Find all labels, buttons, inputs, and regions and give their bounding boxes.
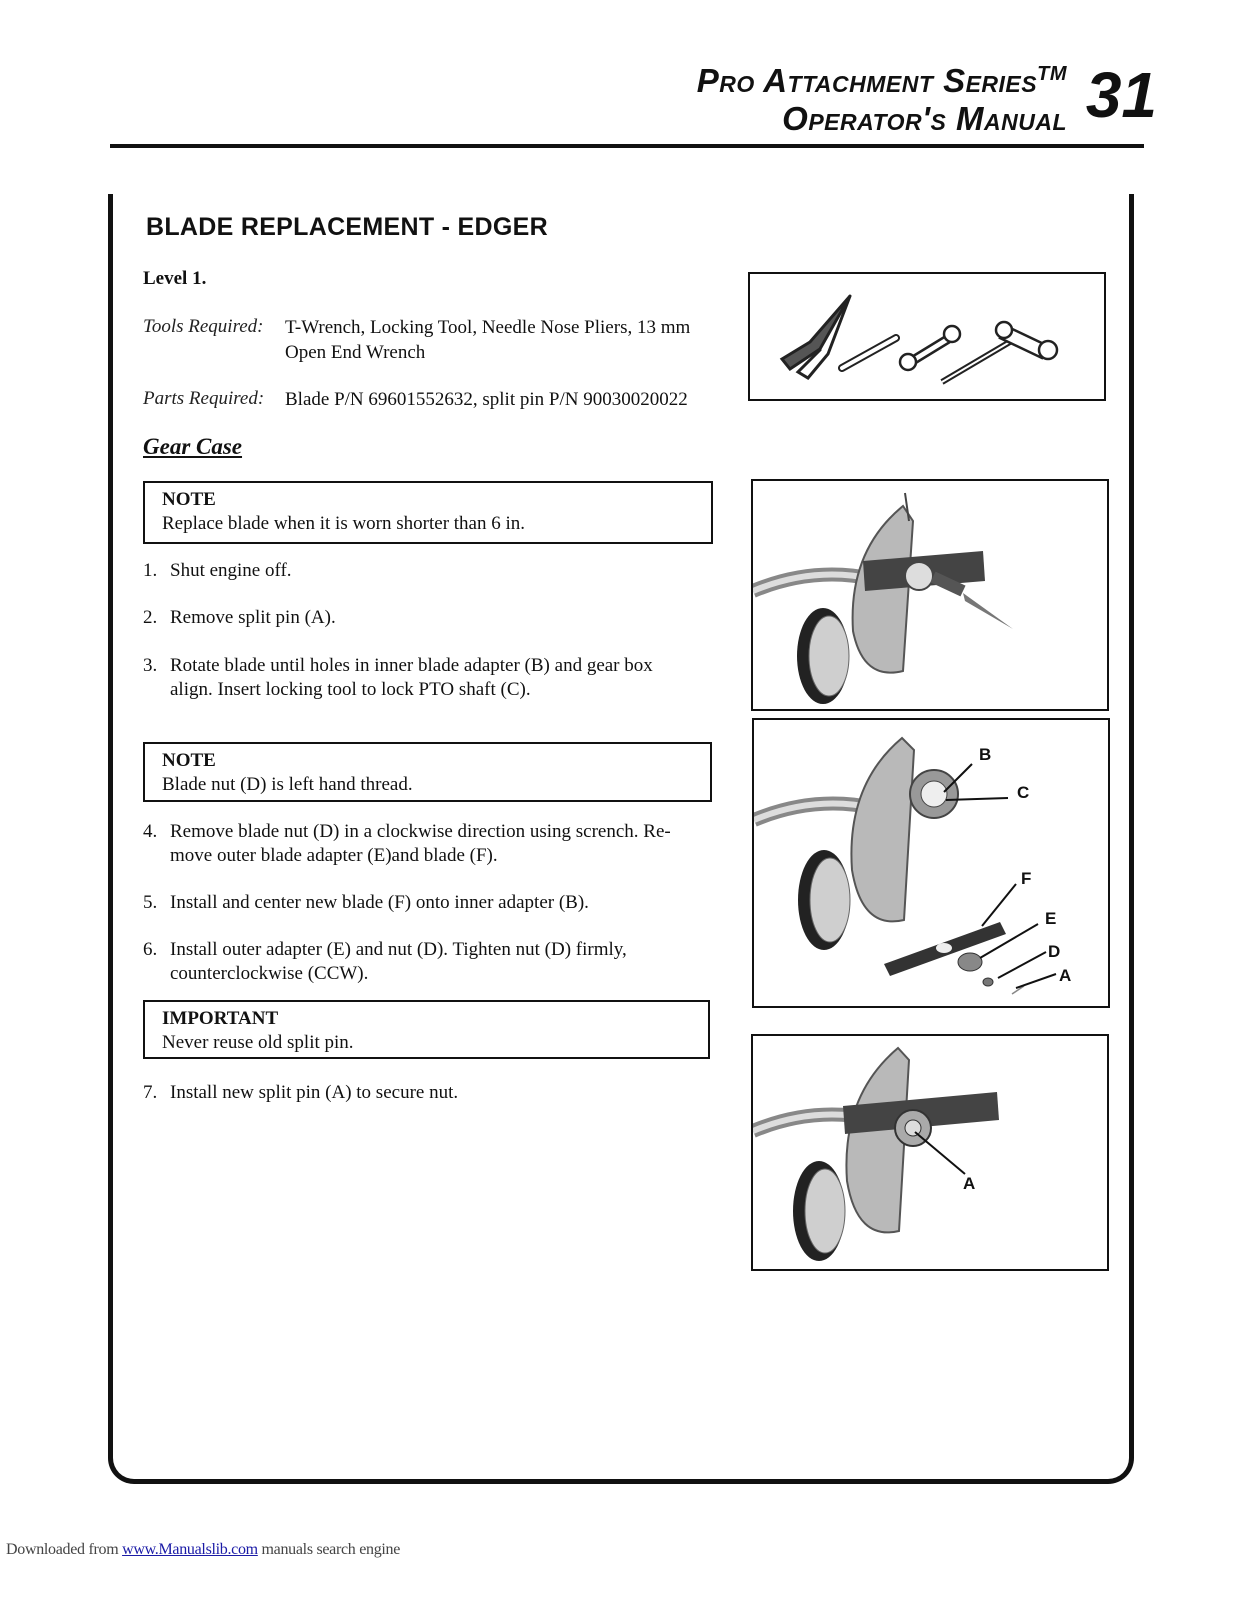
step-6: 6. Install outer adapter (E) and nut (D). Tighten nut (D) firmly, counterclockwise (CCW). [143, 939, 627, 984]
callout-a: A [963, 1174, 976, 1193]
wrench-icon [900, 326, 960, 370]
edger-figure-split-pin [751, 1034, 1109, 1271]
series-title: Pro Attachment Series™ [696, 62, 1067, 99]
important-box: IMPORTANT Never reuse old split pin. [143, 1000, 710, 1059]
callout-c: C [1017, 783, 1030, 802]
footer: Downloaded from www.Manualslib.com manuals search engine [6, 1541, 401, 1558]
callout-e: E [1045, 909, 1057, 928]
step-3: 3. Rotate blade until holes in inner blade adapter (B) and gear box align. Insert locking tool to lock PTO shaft (C). [143, 655, 653, 700]
step-2: 2. Remove split pin (A). [143, 607, 336, 628]
step-1: 1. Shut engine off. [143, 560, 292, 581]
callout-a: A [1059, 966, 1072, 985]
edger-figure-1 [751, 479, 1109, 711]
trademark: TM [1037, 63, 1067, 85]
callout-d: D [1048, 942, 1061, 961]
header-rule [110, 144, 1144, 148]
note-box: NOTE Replace blade when it is worn shorter than 6 in. [143, 481, 713, 544]
subheading-gear-case: Gear Case [143, 434, 243, 459]
tools-label: Tools Required: [143, 316, 264, 337]
level-label: Level 1. [143, 268, 207, 289]
manualslib-link[interactable]: www.Manualslib.com [122, 1541, 258, 1558]
tools-figure [748, 272, 1106, 401]
step-7: 7. Install new split pin (A) to secure nut. [143, 1082, 459, 1103]
page-number: 31 [1085, 59, 1157, 131]
manual-title: Operator's Manual [782, 100, 1067, 137]
callout-f: F [1021, 869, 1032, 888]
section-title: BLADE REPLACEMENT - EDGER [146, 213, 548, 241]
parts-value: Blade P/N 69601552632, split pin P/N 90030020022 [285, 389, 688, 410]
tools-value: T-Wrench, Locking Tool, Needle Nose Pliers, 13 mm Open End Wrench [285, 317, 691, 363]
note-box: NOTE Blade nut (D) is left hand thread. [143, 742, 712, 802]
step-4: 4. Remove blade nut (D) in a clockwise direction using scrench. Re- move outer blade adapter (E)and blade (F). [143, 821, 671, 866]
parts-label: Parts Required: [143, 388, 265, 409]
locking-tool-icon [842, 338, 896, 368]
callout-b: B [979, 745, 992, 764]
edger-figure-exploded [752, 718, 1110, 1008]
step-5: 5. Install and center new blade (F) onto inner adapter (B). [143, 892, 589, 913]
